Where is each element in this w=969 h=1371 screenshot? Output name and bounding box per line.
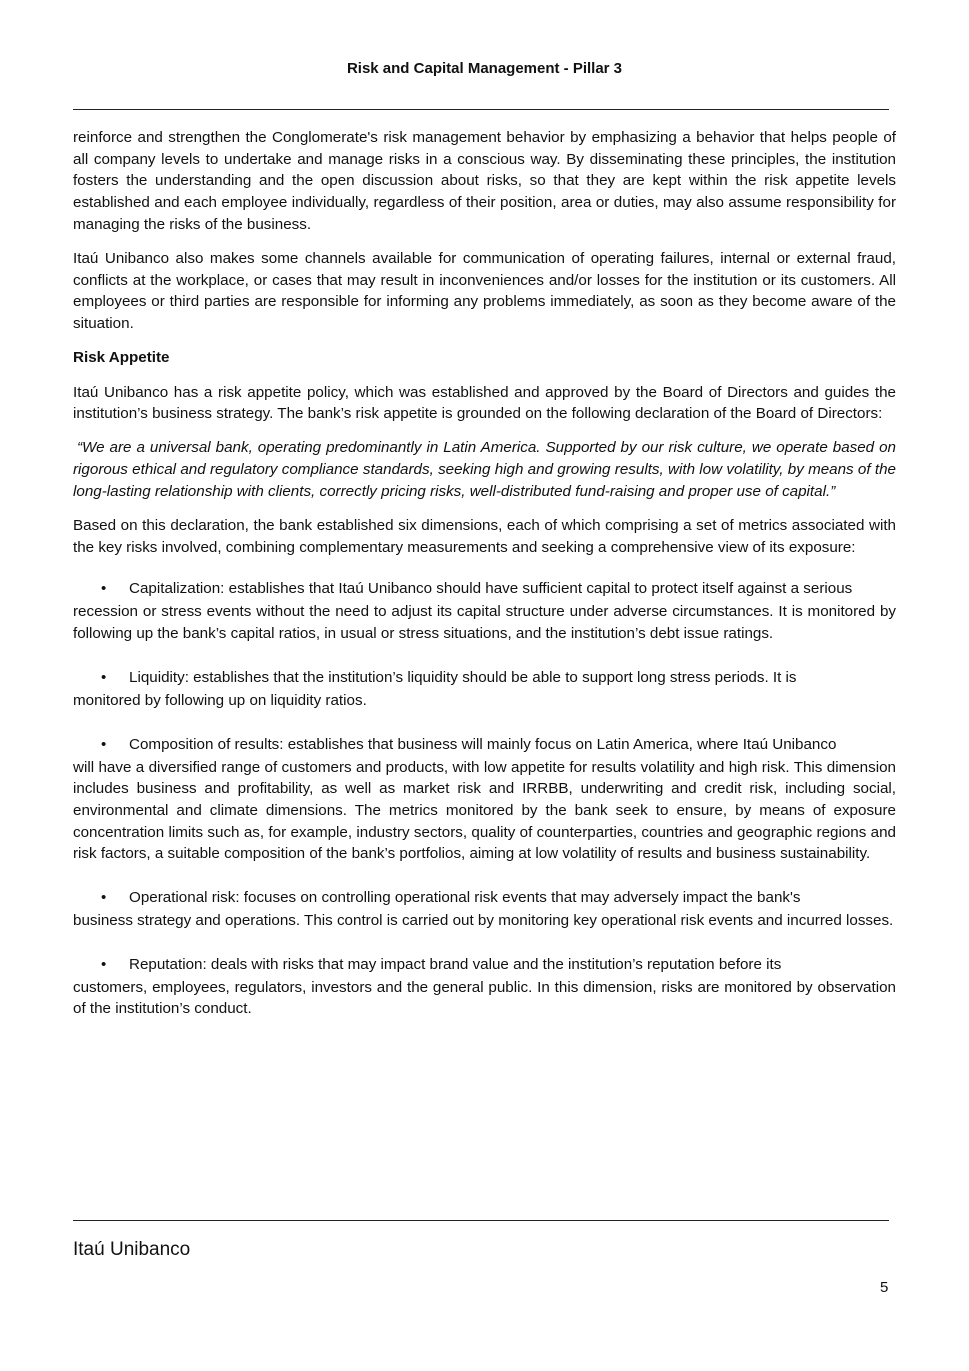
bullet-composition-of-results [73,732,896,866]
paragraph-six-dimensions: Based on this declaration, the bank established six dimensions, each of which comprising a set of metrics associated with the key risks involved, combining complementary measurements and seeking a comprehensive view of its exposure: [73,517,896,556]
paragraph-communication-channels: Itaú Unibanco also makes some channels available for communication of operating failures, internal or external fraud, conflicts at the workplace, or cases that may result in inconveniences and/or losses for the institution or its customers. All employees or third parties are responsible for informing any problems immediately, as soon as they become aware of the situation. [73,250,896,333]
bullet-liquidity [73,665,896,712]
bullet-operational-lead: Operational risk: focuses on controlling operational risk events that may adversely impact the bank's [129,889,801,907]
bullet-reputation-text: customers, employees, regulators, investors and the general public. In this dimension, risks are monitored by observation of the institution’s conduct. [73,978,896,1018]
bullet-reputation [73,952,896,1020]
paragraph-risk-culture: reinforce and strengthen the Conglomerate's risk management behavior by emphasizing a behavior that helps people of all company levels to undertake and manage risks in a conscious way. By disseminating these principles, the institution fosters the understanding and the open discussion about risks, so that they are kept within the risk appetite levels established and each employee individually, regardless of their position, area or duties, may also assume responsibility for managing the risks of the business. [73,129,896,233]
document-body [73,127,896,1040]
header-divider [73,109,889,110]
board-declaration-quote: “We are a universal bank, operating predominantly in Latin America. Supported by our risk culture, we operate based on rigorous ethical and regulatory compliance standards, seeking high and growing results, with low volatility, by means of the long-lasting relationship with clients, correctly pricing risks, well-distributed fund-raising and proper use of capital.” [73,439,896,500]
bullet-operational-risk [73,885,896,932]
bullet-icon: • [101,735,107,753]
footer-divider [73,1220,889,1221]
bullet-icon: • [101,955,107,973]
bullet-icon: • [101,580,107,598]
footer-company-name: Itaú Unibanco [73,1239,191,1260]
bullet-capitalization-text: recession or stress events without the need to adjust its capital structure under adverse circumstances. It is monitored by following up the bank’s capital ratios, in usual or stress situations, and the institution’s debt issue ratings. [73,603,896,643]
bullet-icon: • [101,889,107,907]
bullet-operational-text: business strategy and operations. This control is carried out by monitoring key operational risk events and incurred losses. [73,912,894,930]
section-heading-risk-appetite: Risk Appetite [73,349,170,367]
bullet-liquidity-text: monitored by following up on liquidity ratios. [73,691,367,709]
bullet-reputation-lead: Reputation: deals with risks that may impact brand value and the institution’s reputation before its [129,955,782,973]
bullet-composition-text: will have a diversified range of customers and products, with low appetite for results volatility and high risk. This dimension includes business and profitability, as well as market risk and IRRBB, underwriting and credit risk, including social, environmental and climate dimensions. The metrics monitored by the bank seek to ensure, by means of exposure concentration limits such as, for example, industry sectors, quality of counterparties, countries and geographic regions and risk factors, a suitable composition of the bank’s portfolios, aiming at low volatility of results and business sustainability. [73,758,896,863]
paragraph-risk-appetite-policy: Itaú Unibanco has a risk appetite policy, which was established and approved by the Board of Directors and guides the institution’s business strategy. The bank’s risk appetite is grounded on the following declaration of the Board of Directors: [73,383,896,423]
bullet-capitalization-lead: Capitalization: establishes that Itaú Unibanco should have sufficient capital to protect itself against a serious [129,580,853,598]
page-number: 5 [880,1279,889,1296]
bullet-capitalization [73,576,896,644]
bullet-composition-lead: Composition of results: establishes that business will mainly focus on Latin America, where Itaú Unibanco [129,735,837,753]
page-header-title: Risk and Capital Management - Pillar 3 [346,60,623,77]
bullet-icon: • [101,668,107,686]
bullet-liquidity-lead: Liquidity: establishes that the institution’s liquidity should be able to support long stress periods. It is [129,668,797,686]
